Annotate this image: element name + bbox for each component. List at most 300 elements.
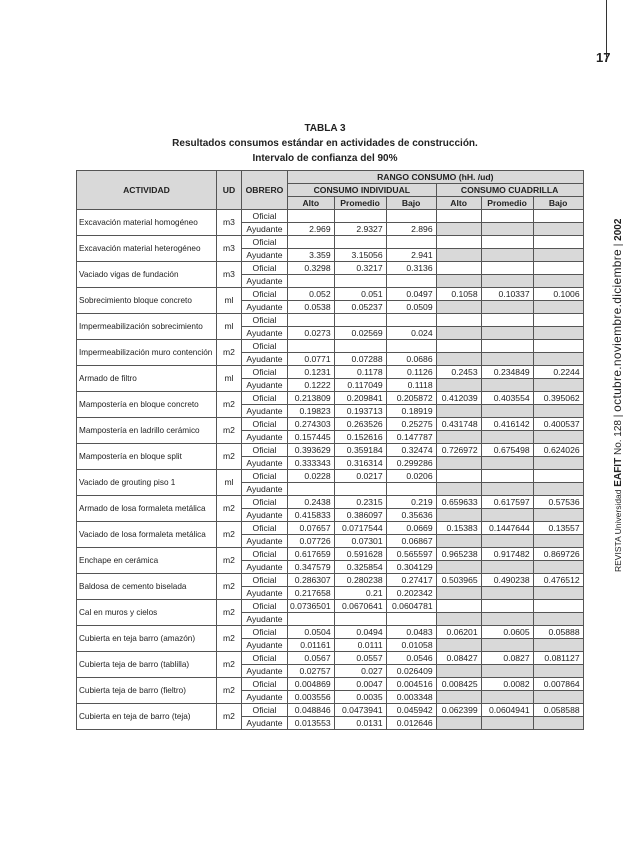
cell-obrero: Oficial	[242, 314, 288, 327]
cell-value: 0.05888	[533, 626, 583, 639]
cell-ud: ml	[217, 366, 242, 392]
cell-value	[436, 639, 481, 652]
cell-value: 0.21	[334, 587, 386, 600]
cell-value	[436, 431, 481, 444]
cell-obrero: Ayudante	[242, 691, 288, 704]
cell-obrero: Oficial	[242, 340, 288, 353]
cell-value: 0.0217	[334, 470, 386, 483]
cell-value: 0.431748	[436, 418, 481, 431]
cell-actividad: Vaciado de losa formaleta metálica	[77, 522, 217, 548]
cell-value: 0.008425	[436, 678, 481, 691]
cell-value: 0.0494	[334, 626, 386, 639]
cell-value	[288, 314, 335, 327]
table-row-oficial	[77, 470, 584, 483]
cell-value: 0.0557	[334, 652, 386, 665]
cell-actividad: Vaciado de grouting piso 1	[77, 470, 217, 496]
cell-value	[386, 340, 436, 353]
cell-value	[436, 314, 481, 327]
cell-obrero: Oficial	[242, 210, 288, 223]
cell-obrero: Oficial	[242, 392, 288, 405]
cell-value: 0.048846	[288, 704, 335, 717]
table-title: Resultados consumos estándar en actividades de construcción.	[172, 138, 478, 149]
cell-value	[481, 613, 533, 626]
cell-value: 0.359184	[334, 444, 386, 457]
cell-value	[386, 236, 436, 249]
cell-value: 0.15383	[436, 522, 481, 535]
cell-value: 0.274303	[288, 418, 335, 431]
cell-obrero: Ayudante	[242, 587, 288, 600]
cell-obrero: Ayudante	[242, 353, 288, 366]
cell-value: 0.0483	[386, 626, 436, 639]
table-row-oficial	[77, 444, 584, 457]
cell-value	[481, 301, 533, 314]
cell-ud: m3	[217, 236, 242, 262]
cell-obrero: Oficial	[242, 418, 288, 431]
cell-value: 0.202342	[386, 587, 436, 600]
cell-value	[481, 327, 533, 340]
cell-value	[436, 249, 481, 262]
cell-value	[533, 457, 583, 470]
journal-name: REVISTA Universidad	[613, 489, 623, 572]
cell-value	[533, 509, 583, 522]
cell-value	[436, 210, 481, 223]
cell-value	[533, 717, 583, 730]
cell-value: 0.062399	[436, 704, 481, 717]
cell-value	[288, 613, 335, 626]
table-row-oficial	[77, 574, 584, 587]
cell-value	[533, 613, 583, 626]
cell-obrero: Ayudante	[242, 483, 288, 496]
cell-value: 0.0670641	[334, 600, 386, 613]
cell-value	[334, 236, 386, 249]
cell-value: 0.0497	[386, 288, 436, 301]
cell-obrero: Ayudante	[242, 301, 288, 314]
cell-obrero: Ayudante	[242, 431, 288, 444]
cell-value: 0.07726	[288, 535, 335, 548]
cell-value: 0.416142	[481, 418, 533, 431]
cell-value: 0.0473941	[334, 704, 386, 717]
cell-value: 0.19823	[288, 405, 335, 418]
table-subtitle: Intervalo de confianza del 90%	[252, 153, 398, 164]
cell-value: 0.0047	[334, 678, 386, 691]
cell-value	[533, 249, 583, 262]
journal-year: 2002	[613, 218, 624, 241]
cell-value: 0.3136	[386, 262, 436, 275]
cell-value: 0.0273	[288, 327, 335, 340]
cell-value: 0.0686	[386, 353, 436, 366]
cell-obrero: Oficial	[242, 574, 288, 587]
cell-value: 0.2453	[436, 366, 481, 379]
cell-value	[288, 236, 335, 249]
cell-ud: m2	[217, 600, 242, 626]
cell-value: 0.06201	[436, 626, 481, 639]
cell-value	[436, 587, 481, 600]
cell-obrero: Ayudante	[242, 665, 288, 678]
cell-actividad: Enchape en cerámica	[77, 548, 217, 574]
cell-value	[481, 561, 533, 574]
cell-value: 0.217658	[288, 587, 335, 600]
cell-ud: ml	[217, 470, 242, 496]
header-ud: UD	[217, 171, 242, 210]
cell-value: 0.393629	[288, 444, 335, 457]
cell-value: 0.1058	[436, 288, 481, 301]
cell-ud: m2	[217, 522, 242, 548]
cell-value	[533, 405, 583, 418]
cell-value: 0.617659	[288, 548, 335, 561]
cell-actividad: Mampostería en bloque concreto	[77, 392, 217, 418]
cell-value	[436, 223, 481, 236]
cell-value: 0.1126	[386, 366, 436, 379]
cell-value: 0.0546	[386, 652, 436, 665]
cell-value	[436, 717, 481, 730]
cell-obrero: Ayudante	[242, 639, 288, 652]
table-row-oficial	[77, 418, 584, 431]
cell-value: 0.25275	[386, 418, 436, 431]
cell-value: 0.917482	[481, 548, 533, 561]
cell-value: 0.026409	[386, 665, 436, 678]
cell-value	[533, 379, 583, 392]
cell-value: 0.1006	[533, 288, 583, 301]
header-obrero: OBRERO	[242, 171, 288, 210]
cell-value	[436, 470, 481, 483]
cell-value: 0.147787	[386, 431, 436, 444]
cell-ud: m2	[217, 626, 242, 652]
cell-value	[481, 470, 533, 483]
cell-actividad: Cubierta en teja barro (amazón)	[77, 626, 217, 652]
cell-value: 0.591628	[334, 548, 386, 561]
cell-value	[533, 691, 583, 704]
cell-ud: m2	[217, 574, 242, 600]
header-promedio: Promedio	[481, 197, 533, 210]
cell-value: 0.0509	[386, 301, 436, 314]
cell-obrero: Oficial	[242, 652, 288, 665]
cell-obrero: Oficial	[242, 678, 288, 691]
cell-value	[481, 236, 533, 249]
cell-value: 0.333343	[288, 457, 335, 470]
cell-value: 0.024	[386, 327, 436, 340]
cell-value	[481, 639, 533, 652]
cell-value: 0.117049	[334, 379, 386, 392]
cell-value	[436, 236, 481, 249]
cell-value	[533, 210, 583, 223]
cell-value: 0.386097	[334, 509, 386, 522]
cell-value	[533, 301, 583, 314]
cell-value	[436, 405, 481, 418]
cell-value: 3.359	[288, 249, 335, 262]
cell-actividad: Mampostería en ladrillo cerámico	[77, 418, 217, 444]
cell-value: 0.004869	[288, 678, 335, 691]
cell-value	[481, 379, 533, 392]
cell-value	[481, 275, 533, 288]
header-actividad: ACTIVIDAD	[77, 171, 217, 210]
cell-value: 0.299286	[386, 457, 436, 470]
cell-value	[436, 561, 481, 574]
cell-obrero: Ayudante	[242, 509, 288, 522]
cell-value: 0.012646	[386, 717, 436, 730]
cell-value	[288, 483, 335, 496]
cell-value: 0.01058	[386, 639, 436, 652]
table-row-oficial	[77, 626, 584, 639]
cell-value: 0.01161	[288, 639, 335, 652]
header-bajo: Bajo	[386, 197, 436, 210]
cell-ud: m3	[217, 210, 242, 236]
cell-value	[481, 665, 533, 678]
cell-value: 0.624026	[533, 444, 583, 457]
cell-value: 0.347579	[288, 561, 335, 574]
cell-value: 0.045942	[386, 704, 436, 717]
cell-value: 0.013553	[288, 717, 335, 730]
cell-value: 0.476512	[533, 574, 583, 587]
cell-actividad: Impermeabilización sobrecimiento	[77, 314, 217, 340]
cell-value: 0.0605	[481, 626, 533, 639]
cell-value: 0.263526	[334, 418, 386, 431]
cell-obrero: Ayudante	[242, 613, 288, 626]
header-cuadrilla: CONSUMO CUADRILLA	[436, 184, 583, 197]
cell-actividad: Armado de losa formaleta metálica	[77, 496, 217, 522]
table-row-oficial	[77, 262, 584, 275]
cell-value: 0.1447644	[481, 522, 533, 535]
cell-value	[533, 353, 583, 366]
cell-value: 0.35636	[386, 509, 436, 522]
cell-value	[386, 275, 436, 288]
cell-value: 0.05237	[334, 301, 386, 314]
cell-value: 0.10337	[481, 288, 533, 301]
cell-actividad: Cubierta teja de barro (fieltro)	[77, 678, 217, 704]
cell-value	[436, 262, 481, 275]
cell-value: 0.13557	[533, 522, 583, 535]
cell-value	[533, 470, 583, 483]
table-body	[77, 210, 584, 730]
cell-ud: ml	[217, 314, 242, 340]
cell-value	[533, 561, 583, 574]
cell-obrero: Ayudante	[242, 327, 288, 340]
cell-obrero: Oficial	[242, 548, 288, 561]
cell-value: 0.052	[288, 288, 335, 301]
cell-value	[436, 691, 481, 704]
header-rule	[606, 0, 607, 57]
cell-value: 0.051	[334, 288, 386, 301]
cell-value	[481, 717, 533, 730]
cell-value: 3.15056	[334, 249, 386, 262]
cell-value: 0.503965	[436, 574, 481, 587]
cell-value	[533, 327, 583, 340]
cell-value: 0.193713	[334, 405, 386, 418]
sidebar-separator: |	[613, 243, 624, 247]
cell-value: 0.08427	[436, 652, 481, 665]
cell-value: 0.209841	[334, 392, 386, 405]
cell-value	[533, 275, 583, 288]
cell-obrero: Oficial	[242, 522, 288, 535]
journal-eafit: EAFIT	[613, 457, 624, 487]
cell-value: 0.0827	[481, 652, 533, 665]
cell-value: 0.003556	[288, 691, 335, 704]
cell-obrero: Ayudante	[242, 405, 288, 418]
cell-value	[481, 600, 533, 613]
cell-value	[288, 340, 335, 353]
cell-value	[386, 210, 436, 223]
cell-value	[533, 587, 583, 600]
cell-value	[533, 340, 583, 353]
cell-value	[481, 314, 533, 327]
cell-value: 0.07301	[334, 535, 386, 548]
cell-value: 0.325854	[334, 561, 386, 574]
cell-value	[533, 483, 583, 496]
cell-value: 0.02569	[334, 327, 386, 340]
cell-value: 0.1118	[386, 379, 436, 392]
cell-obrero: Ayudante	[242, 249, 288, 262]
cell-value	[533, 535, 583, 548]
cell-value	[436, 457, 481, 470]
cell-value	[533, 223, 583, 236]
cell-value	[386, 613, 436, 626]
cell-value: 0.0604941	[481, 704, 533, 717]
cell-obrero: Oficial	[242, 444, 288, 457]
cell-value	[481, 210, 533, 223]
cell-value	[334, 483, 386, 496]
cell-value: 0.0082	[481, 678, 533, 691]
table-row-oficial	[77, 340, 584, 353]
cell-value: 0.565597	[386, 548, 436, 561]
cell-value: 0.1222	[288, 379, 335, 392]
cell-value: 0.0669	[386, 522, 436, 535]
cell-value: 0.0111	[334, 639, 386, 652]
cell-value: 0.27417	[386, 574, 436, 587]
cell-value: 0.02757	[288, 665, 335, 678]
cell-value: 0.007864	[533, 678, 583, 691]
cell-value	[481, 535, 533, 548]
table-row-oficial	[77, 236, 584, 249]
journal-date: octubre.noviembre.diciembre	[610, 248, 624, 412]
cell-value: 0.3298	[288, 262, 335, 275]
header-bajo: Bajo	[533, 197, 583, 210]
sidebar-separator: |	[613, 414, 624, 418]
cell-obrero: Ayudante	[242, 379, 288, 392]
cell-actividad: Mampostería en bloque split	[77, 444, 217, 470]
cell-value: 0.0035	[334, 691, 386, 704]
cell-value: 0.219	[386, 496, 436, 509]
journal-issue: No. 128	[613, 420, 624, 456]
cell-value	[481, 262, 533, 275]
header-alto: Alto	[288, 197, 335, 210]
cell-value	[436, 353, 481, 366]
cell-actividad: Armado de filtro	[77, 366, 217, 392]
cell-value: 0.617597	[481, 496, 533, 509]
cell-value: 0.400537	[533, 418, 583, 431]
cell-value: 0.027	[334, 665, 386, 678]
cell-obrero: Ayudante	[242, 535, 288, 548]
cell-obrero: Ayudante	[242, 717, 288, 730]
consumption-table	[76, 170, 584, 730]
table-caption	[0, 121, 638, 166]
cell-ud: m3	[217, 262, 242, 288]
cell-value: 0.0771	[288, 353, 335, 366]
table-row-oficial	[77, 522, 584, 535]
cell-value: 2.896	[386, 223, 436, 236]
cell-value	[436, 509, 481, 522]
cell-value: 0.234849	[481, 366, 533, 379]
cell-obrero: Oficial	[242, 366, 288, 379]
cell-value: 0.07288	[334, 353, 386, 366]
cell-value: 0.06867	[386, 535, 436, 548]
cell-value: 0.0717544	[334, 522, 386, 535]
cell-actividad: Cubierta en teja de barro (teja)	[77, 704, 217, 730]
cell-obrero: Oficial	[242, 262, 288, 275]
cell-ud: m2	[217, 496, 242, 522]
cell-value: 0.1231	[288, 366, 335, 379]
cell-ud: m2	[217, 418, 242, 444]
cell-value	[436, 535, 481, 548]
cell-value	[436, 340, 481, 353]
cell-obrero: Ayudante	[242, 275, 288, 288]
cell-ud: m2	[217, 444, 242, 470]
cell-value: 0.213809	[288, 392, 335, 405]
cell-value	[533, 431, 583, 444]
cell-obrero: Ayudante	[242, 223, 288, 236]
cell-value: 0.0736501	[288, 600, 335, 613]
cell-value: 0.081127	[533, 652, 583, 665]
cell-value: 0.659633	[436, 496, 481, 509]
cell-value: 0.286307	[288, 574, 335, 587]
cell-value: 0.0131	[334, 717, 386, 730]
cell-value: 0.152616	[334, 431, 386, 444]
cell-value	[334, 275, 386, 288]
cell-ud: m2	[217, 652, 242, 678]
table-row-oficial	[77, 496, 584, 509]
header-promedio: Promedio	[334, 197, 386, 210]
cell-value	[436, 600, 481, 613]
cell-value	[533, 314, 583, 327]
cell-value	[334, 210, 386, 223]
cell-ud: m2	[217, 704, 242, 730]
cell-value	[436, 483, 481, 496]
cell-value: 0.058588	[533, 704, 583, 717]
cell-ud: m2	[217, 392, 242, 418]
cell-actividad: Excavación material homogéneo	[77, 210, 217, 236]
cell-value: 0.965238	[436, 548, 481, 561]
cell-value	[334, 613, 386, 626]
cell-value: 0.412039	[436, 392, 481, 405]
cell-value: 2.9327	[334, 223, 386, 236]
table-row-oficial	[77, 652, 584, 665]
cell-value	[436, 665, 481, 678]
cell-value	[533, 236, 583, 249]
cell-value	[288, 275, 335, 288]
cell-value: 2.941	[386, 249, 436, 262]
cell-value: 0.280238	[334, 574, 386, 587]
cell-actividad: Cal en muros y cielos	[77, 600, 217, 626]
cell-value	[436, 327, 481, 340]
cell-actividad: Excavación material heterogéneo	[77, 236, 217, 262]
cell-value: 0.726972	[436, 444, 481, 457]
cell-value: 0.004516	[386, 678, 436, 691]
cell-value: 0.869726	[533, 548, 583, 561]
table-row-oficial	[77, 704, 584, 717]
cell-value	[288, 210, 335, 223]
cell-value: 0.57536	[533, 496, 583, 509]
cell-obrero: Ayudante	[242, 457, 288, 470]
cell-value	[533, 262, 583, 275]
cell-value: 0.0538	[288, 301, 335, 314]
cell-obrero: Oficial	[242, 288, 288, 301]
cell-value	[436, 301, 481, 314]
cell-value	[436, 379, 481, 392]
cell-value	[481, 691, 533, 704]
cell-obrero: Ayudante	[242, 561, 288, 574]
cell-value: 0.205872	[386, 392, 436, 405]
cell-value	[481, 457, 533, 470]
cell-value: 0.675498	[481, 444, 533, 457]
header-rango: RANGO CONSUMO (hH. /ud)	[288, 171, 584, 184]
